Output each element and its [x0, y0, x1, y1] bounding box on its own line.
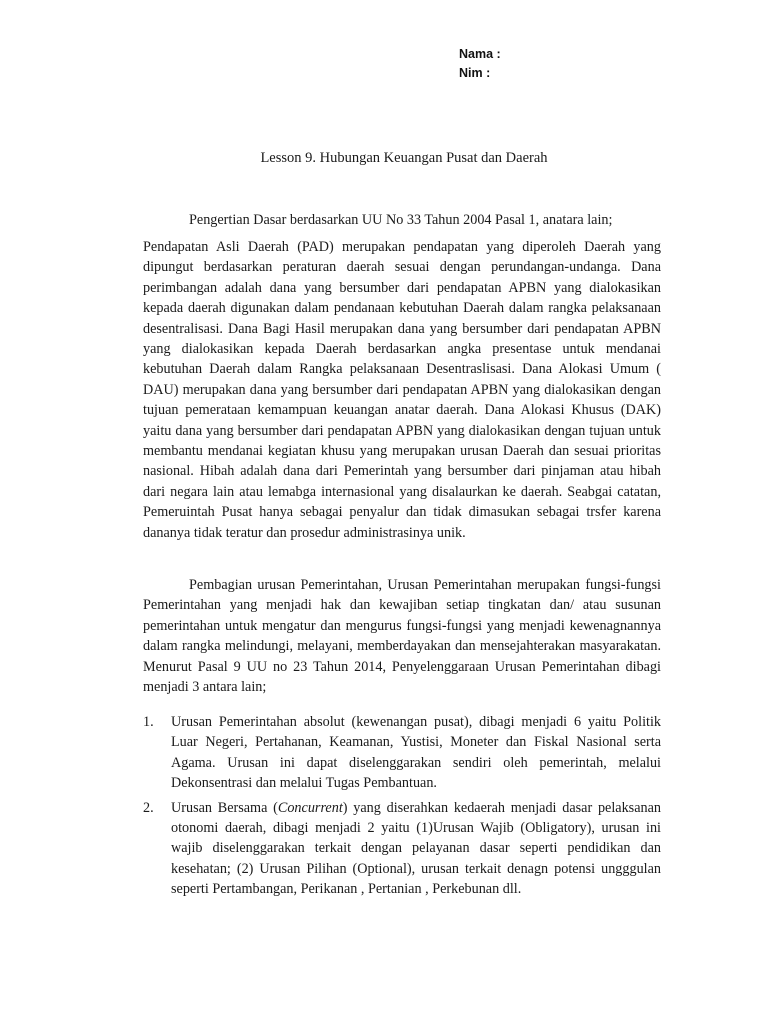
- paragraph-definitions: Pendapatan Asli Daerah (PAD) merupakan pendapatan yang diperoleh Daerah yang dipungut berdasarkan peraturan daerah sesuai dengan perundangan-undanga. Dana perimbangan adalah dana yang bersumber dari pendapatan APBN yang dialokasikan kepada daerah digunakan dalam pendanaan kebutuhan Daerah dalam rangka pelaksanaan desentralisasi. Dana Bagi Hasil merupakan dana yang bersumber dari pendapatan APBN yang dialokasikan kepada Daerah berdasarkan angka presentase untuk mendanai kebutuhan Daerah dalam Rangka pelaksanaan Desentraslisasi. Dana Alokasi Umum ( DAU) merupakan dana yang bersumber dari pendapatan APBN yang dialokasikan dengan tujuan pemerataan kemampuan keuangan anatar daerah. Dana Alokasi Khusus (DAK) yaitu dana yang bersumber dari pendapatan APBN yang dialokasikan dengan tujuan untuk membantu mendanai kegiatan khusu yang merupakan urusan Daerah dan sesuai prioritas nasional. Hibah adalah dana dari Pemerintah yang bersumber dari pinjaman atau hibah dari negara lain atau lemabga internasional yang disalaurkan ke daerah. Seabgai catatan, Pemeruintah Pusat hanya sebagai penyalur dan tidak dimasukan sebagai trsfer karena dananya tidak teratur dan prosedur administrasinya unik.: [143, 239, 661, 541]
- list-item: [143, 798, 661, 900]
- list-item-text: Urusan Pemerintahan absolut (kewenangan pusat), dibagi menjadi 6 yaitu Politik Luar Negeri, Pertahanan, Keamanan, Yustisi, Moneter dan Fiskal Nasional serta Agama. Urusan ini dapat diselenggarakan sendiri oleh pemerintah, melalui Dekonsentrasi dan melalui Tugas Pembantuan.: [171, 714, 661, 792]
- intro-line: Pengertian Dasar berdasarkan UU No 33 Tahun 2004 Pasal 1, anatara lain;: [189, 212, 613, 228]
- paragraph-government-affairs: Pembagian urusan Pemerintahan, Urusan Pemerintahan merupakan fungsi-fungsi Pemerintahan yang menjadi hak dan kewajiban setiap tingkatan dan/ atau susunan pemerintahan untuk mengatur dan mengurus fungsi-fungsi yang menjadi kewenagnannya dalam rangka melindungi, melayani, memberdayakan dan mensejahterakan masyarakatan. Menurut Pasal 9 UU no 23 Tahun 2014, Penyelenggaraan Urusan Pemerintahan dibagi menjadi 3 antara lain;: [143, 577, 661, 696]
- nama-label: Nama :: [459, 47, 501, 61]
- list-item-number: 1.: [143, 714, 154, 730]
- student-identity-block: [459, 45, 501, 83]
- list-item-text-after: ) yang diserahkan kedaerah menjadi dasar pelaksanan otonomi daerah, dibagi menjadi 2 yaitu (1)Urusan Wajib (Obligatory), urusan ini wajib diselenggarakan terkait dengan pelayanan dasar seperti pendidikan dan kesehatan; (2) Urusan Pilihan (Optional), urusan terkait denagn potensi ungggulan seperti Pertambangan, Perikanan , Pertanian , Perkebunan dll.: [171, 799, 661, 898]
- list-item-number: 2.: [143, 799, 154, 816]
- document-title: Lesson 9. Hubungan Keuangan Pusat dan Daerah: [260, 150, 548, 166]
- list-item-text-before: Urusan Bersama (: [171, 799, 278, 816]
- affairs-list: [143, 712, 661, 904]
- nim-label: Nim :: [459, 66, 491, 80]
- list-item: [143, 712, 661, 794]
- list-item-text-italic: Concurrent: [277, 799, 343, 816]
